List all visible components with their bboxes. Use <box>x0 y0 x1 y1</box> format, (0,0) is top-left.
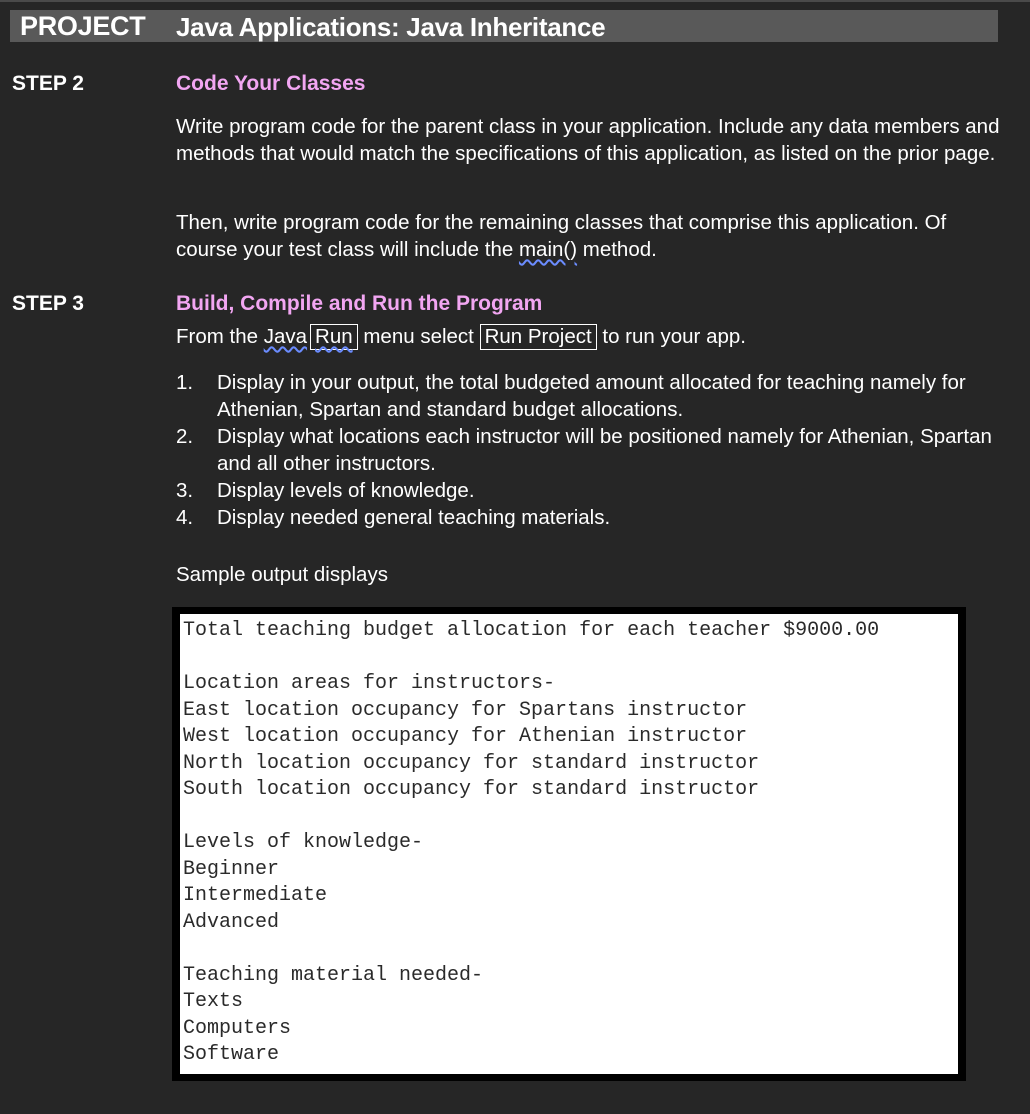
console-line <box>183 936 958 963</box>
requirements-list <box>176 369 1006 531</box>
console-line: Total teaching budget allocation for each teacher $9000.00 <box>183 619 880 642</box>
step-2-paragraph-2 <box>176 209 1006 263</box>
step-2-paragraph-1: Write program code for the parent class in your application. Include any data members and methods that would match the specifications of this application, as listed on the prior page. <box>176 115 1000 165</box>
sample-console-output <box>180 614 958 1074</box>
list-item <box>176 423 1006 477</box>
list-item-text: Display what locations each instructor will be positioned namely for Athenian, Spartan and all other instructors. <box>217 425 992 475</box>
instr-menu-select: menu select <box>363 325 474 348</box>
sample-output-label: Sample output displays <box>176 563 388 586</box>
console-line: Levels of knowledge- <box>183 831 424 854</box>
list-item <box>176 477 1006 504</box>
list-item <box>176 504 1006 531</box>
java-menu-text: Java <box>263 325 308 348</box>
console-line: North location occupancy for standard instructor <box>183 751 760 775</box>
console-line: Intermediate <box>183 884 328 907</box>
project-label: PROJECT <box>20 11 146 41</box>
list-item-number: 3. <box>176 479 194 502</box>
console-line: Beginner <box>183 857 280 881</box>
page-title: Java Applications: Java Inheritance <box>176 12 606 42</box>
list-item-number: 2. <box>176 425 194 448</box>
console-line: Software <box>183 1043 280 1066</box>
list-item-number: 1. <box>176 371 194 394</box>
console-line: Advanced <box>183 910 280 934</box>
para2-text-before: Then, write program code for the remaining classes that comprise this application. Of course your test class will include the <box>176 211 947 261</box>
console-line <box>183 645 958 672</box>
console-line: South location occupancy for standard instructor <box>183 778 760 801</box>
console-line: Computers <box>183 1016 292 1040</box>
list-item-text: Display in your output, the total budgeted amount allocated for teaching namely for Athenian, Spartan and standard budget allocations. <box>217 371 966 421</box>
para2-text-after: method. <box>577 238 657 261</box>
step-3-label: STEP 3 <box>12 292 84 315</box>
run-instruction <box>176 323 1006 350</box>
list-item <box>176 369 1006 423</box>
console-line <box>183 804 958 831</box>
step-2-label: STEP 2 <box>12 72 84 95</box>
instr-from: From the <box>176 325 264 348</box>
main-method-link: main() <box>518 238 578 261</box>
run-menu-box: Run <box>310 324 358 350</box>
list-item-text: Display needed general teaching materials. <box>217 506 611 529</box>
console-line: West location occupancy for Athenian instructor <box>183 725 748 748</box>
console-line: Location areas for instructors- <box>183 672 556 695</box>
console-line: Teaching material needed- <box>183 963 484 987</box>
list-item-number: 4. <box>176 506 194 529</box>
console-line: Texts <box>183 990 244 1013</box>
run-project-box: Run Project <box>480 324 597 350</box>
step-3-title: Build, Compile and Run the Program <box>176 292 543 315</box>
top-divider <box>0 0 1030 2</box>
step-2-title: Code Your Classes <box>176 72 366 95</box>
instr-after: to run your app. <box>602 325 746 348</box>
list-item-text: Display levels of knowledge. <box>217 479 475 502</box>
console-line: East location occupancy for Spartans instructor <box>183 698 748 722</box>
